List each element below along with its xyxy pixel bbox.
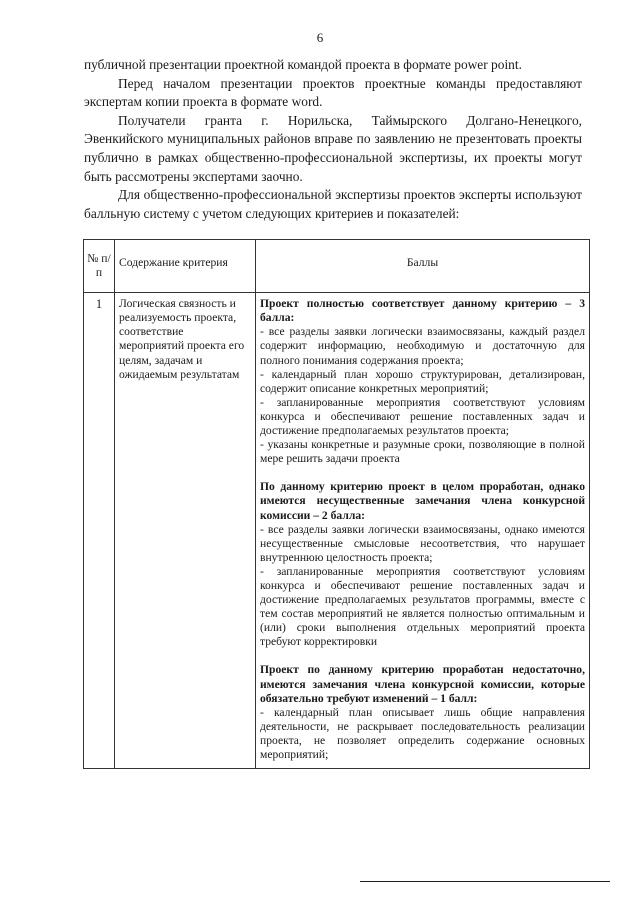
level-2-title: По данному критерию проект в целом проработан, однако имеются несущественные замечания члена конкурсной комиссии – 2 балла: [260, 480, 585, 522]
paragraph-2: Перед началом презентации проектов проектные команды предоставляют экспертам копии проекта в формате word. [84, 75, 582, 110]
page-number: 6 [316, 30, 324, 45]
level-2-item: - все разделы заявки логически взаимосвязаны, однако имеются несущественные смысловые несоответствия, что нарушает внутреннюю целостность проекта; [260, 522, 585, 564]
level-3-title: Проект полностью соответствует данному критерию – 3 балла: [260, 297, 585, 325]
level-2-item: - запланированные мероприятия соответствуют условиям конкурса и обеспечивают решение поставленных задач и достижение предполагаемых результатов программы, вместе с тем состав мероприятий не является полностью оптимальным и (или) сроки выполнения отдельных мероприятий проекта требуют корректировки [260, 564, 585, 649]
body-text [84, 56, 582, 223]
level-1-title: Проект по данному критерию проработан недостаточно, имеются замечания члена конкурсной комиссии, которые обязательно требуют изменений – 1 балл: [260, 663, 585, 705]
paragraph-3: Получатели гранта г. Норильска, Таймырского Долгано-Ненецкого, Эвенкийского муниципальных районов вправе по заявлению не презентовать проекты публично в рамках общественно-профессиональной экспертизы, их проекты могут быть рассмотрены экспертами заочно. [84, 112, 582, 184]
page-bottom-rule [360, 881, 610, 882]
row-score-levels [256, 293, 590, 769]
criteria-table [83, 239, 590, 769]
row-criterion: Логическая связность и реализуемость проекта, соответствие мероприятий проекта его целям, задачам и ожидаемым результатам [115, 293, 256, 769]
level-3-item: - указаны конкретные и разумные сроки, позволяющие в полной мере решить задачи проекта [260, 438, 585, 466]
table-row [84, 293, 590, 769]
table-header-row [84, 240, 590, 293]
level-3-item: - все разделы заявки логически взаимосвязаны, каждый раздел содержит информацию, необходимую и достаточную для полного понимания содержания проекта; [260, 325, 585, 367]
paragraph-1: публичной презентации проектной командой проекта в формате power point. [84, 57, 522, 72]
header-score: Баллы [256, 240, 590, 293]
level-3-item: - запланированные мероприятия соответствуют условиям конкурса и обеспечивают решение поставленных задач и достижение предполагаемых результатов проекта; [260, 395, 585, 438]
header-number: № п/п [84, 240, 115, 293]
paragraph-4: Для общественно-профессиональной экспертизы проектов эксперты используют балльную систему с учетом следующих критериев и показателей: [84, 187, 582, 221]
level-1-item: - календарный план описывает лишь общие направления деятельности, не раскрывает последовательность реализации проекта, не позволяет определить содержание основных мероприятий; [260, 705, 585, 761]
header-criterion: Содержание критерия [115, 240, 256, 293]
row-number: 1 [84, 293, 115, 769]
level-3-item: - календарный план хорошо структурирован, детализирован, содержит описание конкретных мероприятий; [260, 367, 585, 395]
